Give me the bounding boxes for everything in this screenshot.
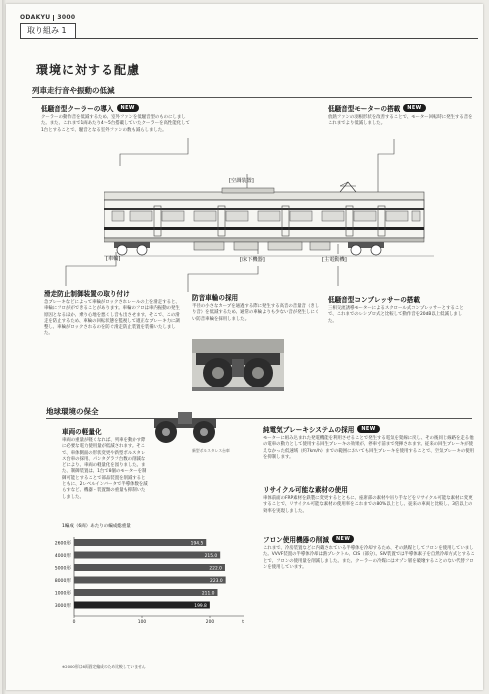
section-title-train: 列車走行音や振動の低減: [32, 86, 115, 95]
chart-category-label: 8000形: [54, 579, 71, 584]
chart-value-label: 215.0: [204, 553, 218, 559]
series-number: 3000: [57, 14, 76, 21]
chart-category-label: 3000形: [54, 604, 71, 609]
feature-cooler-title: 低騒音型クーラーの導入: [41, 105, 114, 113]
chart-value-label: 222.0: [209, 566, 222, 572]
label-roof: [空調装置]: [229, 178, 254, 184]
damper-wheel-image: [192, 339, 284, 391]
bolsterless-bogie-figure: [148, 408, 222, 446]
air-conditioner: [222, 188, 274, 193]
document-page: [6, 4, 483, 690]
chart-bar: [74, 602, 210, 609]
feature-lightweight-title: 車両の軽量化: [62, 428, 102, 436]
new-badge: NEW: [332, 535, 354, 543]
chart-value-label: 194.5: [190, 541, 204, 547]
chart-category-label: 5000形: [54, 566, 71, 572]
feature-motor-body: 放熱ファンの羽根形状を改善することで、モーター回転時に発生する音をこれまでより低減しました。: [328, 115, 473, 127]
feature-freon-reduction-body: これまで、冷房装置などに内蔵されている半導体を冷却するため、その熱媒としてフロンを使用していました。VVVF装置の半導体冷却は熱プレクトル、CIS（部分）。SIV装置では半導体素子を自然冷却方式とすることで、フロンの使用量を削減しました。また、クーラーの冷媒にはオゾン層を破壊することのない代替フロンを使用しています。: [263, 546, 475, 570]
stripe-top: [104, 208, 424, 210]
underfloor-equipment: [194, 242, 330, 250]
chart-category-label: 1000形: [54, 591, 71, 597]
leader-lines: [6, 4, 483, 334]
label-motor: [主電動機]: [322, 257, 347, 263]
train-car-drawing: [104, 180, 444, 270]
feature-damper-wheel-body: 半径の小さなカーブを通過する際に発生する高音の音量音（きしり音）を低減するため、通常の車輪よりも少ない音が発生しにくい防音車輪を採用しました。: [192, 304, 320, 322]
label-wheel: [車輪]: [106, 256, 121, 262]
chart-bar: [74, 589, 217, 596]
new-badge: NEW: [357, 425, 379, 433]
chart-bar: [74, 577, 226, 584]
weight-chart-svg: [42, 531, 252, 651]
pantograph: [340, 182, 356, 192]
feature-lightweight-body: 車両の重量が軽くなれば、列車を動かす際に必要な電力使用量が低減されます。そこで、車体側面の形状変更や新型ボルスタレス台車の採用、パンタグラフ台数の削減などにより、車両の軽量化を図りました。また、制御装置は、1台で8個のモーターを制御可能とすることで部品装置を削減するとともに、2レベルインバータで半導体数を減らすなど、機器・装置類の重量も抑制いたしました。: [62, 438, 148, 500]
chart-title: 1編成（6両）あたりの編成総重量: [62, 524, 131, 529]
label-underfloor: [床下機器]: [240, 257, 265, 263]
chart-value-label: 223.0: [210, 578, 223, 584]
feature-wheel-slide-body: 急ブレーキなどによって車輪がロックされレールの上を滑走すると、車輪にフロがができることがあります。車輪のフロは車内振動の発生原因となるほか、乗り心地を悪くし音も出させます。そこで、この滑走を防止するため、車輪の回転状態を監視して適正なブレーキ力に調整し、車輪がロックされるのを防ぐ滑走防止装置を装備いたしました。: [44, 300, 180, 337]
new-badge: NEW: [117, 104, 139, 112]
chart-note: ※2000形は6両固定編成のため比較していません: [62, 664, 146, 669]
chart-bar: [74, 564, 225, 571]
section-title-env: 地球環境の保全: [46, 407, 99, 416]
chart-x-tick-label: 100: [137, 620, 147, 625]
feature-wheel-slide: [44, 288, 184, 338]
feature-recyclable-body: 車体前面のFRP素材を鉄製に変更するとともに、座席部の素材や吊り手などをリサイクル可能な素材に変更することで、リサイクル可能な素材の使用率をこれまでの80%以上とし、従来の車両と比較し、3倍以上の効率を実現しました。: [263, 496, 473, 514]
feature-recyclable: [263, 484, 475, 515]
section-rule-env: [46, 418, 472, 419]
feature-motor-title: 低騒音型モーターの搭載: [328, 105, 401, 113]
chart-bar: [74, 539, 206, 546]
feature-damper-wheel-title: 防音車輪の採用: [192, 294, 239, 302]
brand-name: ODAKYU: [20, 14, 51, 21]
feature-compressor-title: 低騒音型コンプレッサーの搭載: [328, 296, 420, 304]
feature-freon-reduction-title: フロン使用機器の削減: [263, 536, 329, 544]
feature-regenerative-brake-body: モーターに組み込まれた発電機能を利用させることで発生する電気を架線に戻し、その後同じ線路を走る他の電車の動力として使用する回生ブレーキの効果が、停車寸前まで発揮されます。従来の回生ブレーキが使えなかった低速域（約7km/h）までの範囲においても回生ブレーキを使用することで、空気ブレーキの使用を抑制します。: [263, 436, 475, 460]
bogie-drawing: [148, 408, 222, 446]
stripe-bottom: [104, 227, 424, 230]
chart-category-label: 2600形: [54, 541, 71, 547]
feature-damper-wheel: [192, 292, 320, 323]
chart-x-tick-label: 0: [72, 620, 76, 625]
underframe: [104, 238, 424, 242]
feature-freon-reduction: [263, 534, 475, 571]
section-tab: 取り組み 1: [20, 23, 76, 38]
feature-wheel-slide-title: 滑走防止制御装置の取り付け: [44, 290, 130, 298]
chart-value-label: 199.8: [194, 603, 207, 609]
pantograph-arm: [340, 182, 356, 186]
chart-unit-label: t: [242, 620, 244, 625]
feature-cooler-body: クーラーの動作音を低減するため、室外ファンを低騒音型のものにしました。また、これまで1両あたり4～5台搭載していたクーラーを高性能化して1台とすることで、騒音となる室外ファンの数も減らしました。: [41, 115, 190, 133]
chart-value-label: 211.0: [201, 591, 215, 597]
feature-compressor: [328, 294, 470, 325]
page-title: 環境に対する配慮: [36, 63, 141, 77]
weight-chart: [42, 531, 252, 651]
chart-bar: [74, 552, 220, 559]
train-illustration: [104, 180, 444, 270]
new-badge: NEW: [403, 104, 425, 112]
bogie-figure-caption: 新型ボルスタレス台車: [192, 448, 230, 453]
chart-category-label: 4000形: [54, 554, 71, 559]
feature-recyclable-title: リサイクル可能な素材の使用: [263, 486, 348, 494]
feature-compressor-body: 三相交流誘導モーターによるスクロール式コンプレッサーとすることで、これまでのレシプロ式と比較して動作音を20dB以上低減しました。: [328, 306, 464, 324]
damper-wheel-photo: [192, 339, 284, 391]
feature-regenerative-brake-title: 純電気ブレーキシステムの採用: [263, 426, 355, 434]
chart-x-tick-label: 200: [205, 620, 215, 625]
feature-regenerative-brake: [263, 424, 475, 461]
